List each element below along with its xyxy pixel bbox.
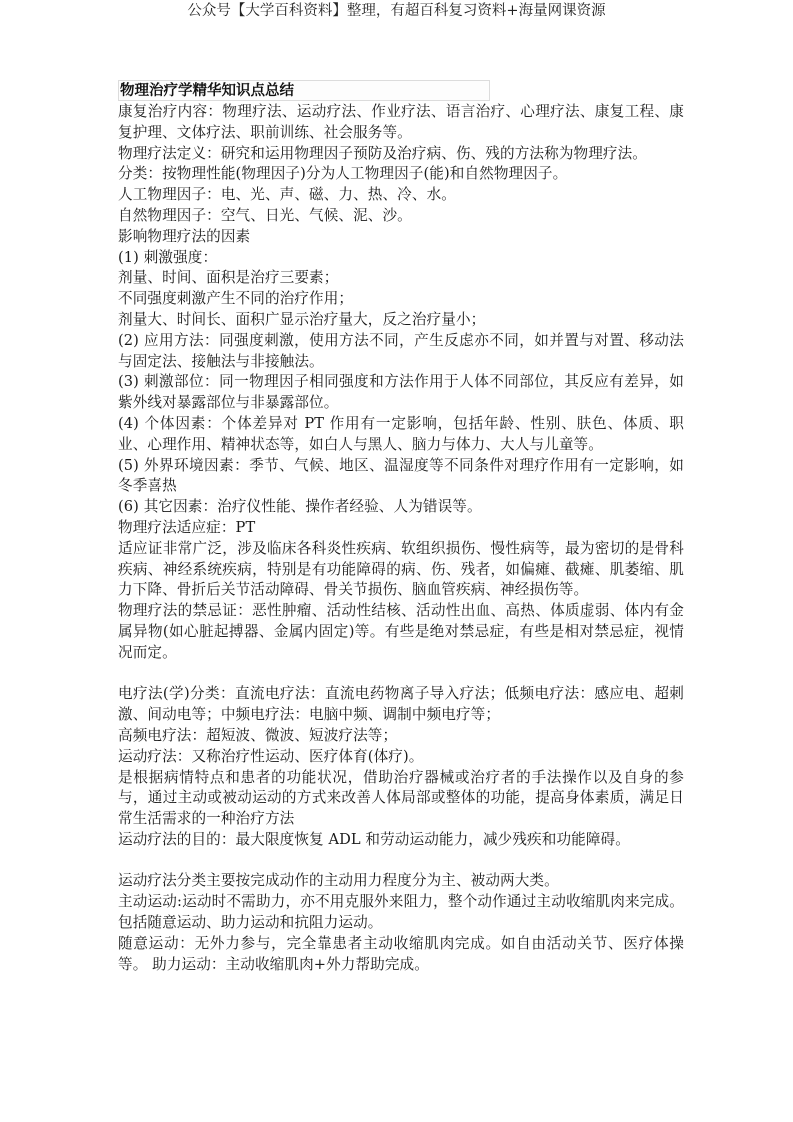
paragraph-factor-4: (4) 个体因素：个体差异对 PT 作用有一定影响，包括年龄、性别、肤色、体质、职业、心理作用、精神状态等，如白人与黑人、脑力与体力、大人与儿童等。 bbox=[118, 414, 684, 453]
paragraph-indications-heading: 物理疗法适应症：PT bbox=[118, 518, 256, 536]
paragraph-kinesitherapy: 运动疗法：又称治疗性运动、医疗体育(体疗)。 bbox=[118, 747, 424, 765]
paragraph-factor-3: (3) 刺激部位：同一物理因子相同强度和方法作用于人体不同部位，其反应有差异，如紫外线对暴露部位与非暴露部位。 bbox=[118, 373, 684, 412]
paragraph-factor-1-c: 剂量大、时间长、面积广显示治疗量大，反之治疗量小； bbox=[118, 310, 486, 328]
document-body bbox=[118, 80, 684, 975]
paragraph-active-movement: 主动运动:运动时不需助力，亦不用克服外来阻力，整个动作通过主动收缩肌肉来完成。包括随意运动、助力运动和抗阻力运动。 bbox=[118, 893, 684, 932]
paragraph-kinesitherapy-purpose: 运动疗法的目的：最大限度恢复 ADL 和劳动运动能力，减少残疾和功能障碍。 bbox=[118, 830, 630, 848]
blank-line bbox=[118, 664, 684, 685]
paragraph-indications: 适应证非常广泛，涉及临床各科炎性疾病、软组织损伤、慢性病等，最为密切的是骨科疾病、神经系统疾病，特别是有功能障碍的病、伤、残者，如偏瘫、截瘫、肌萎缩、肌力下降、骨折后关节活动障碍、骨关节损伤、脑血管疾病、神经损伤等。 bbox=[118, 539, 684, 599]
paragraph-voluntary-movement: 随意运动：无外力参与，完全靠患者主动收缩肌肉完成。如自由活动关节、医疗体操等。 助力运动：主动收缩肌肉+外力帮助完成。 bbox=[118, 934, 684, 973]
paragraph-kinesitherapy-definition: 是根据病情特点和患者的功能状况，借助治疗器械或治疗者的手法操作以及自身的参与，通过主动或被动运动的方式来改善人体局部或整体的功能，提高身体素质，满足日常生活需求的一种治疗方法 bbox=[118, 768, 684, 828]
paragraph-electrotherapy-classification: 电疗法(学)分类：直流电疗法：直流电药物离子导入疗法；低频电疗法：感应电、超刺激、间动电等；中频电疗法：电脑中频、调制中频电疗等； bbox=[118, 685, 684, 724]
paragraph-contraindications: 物理疗法的禁忌证：恶性肿瘤、活动性结核、活动性出血、高热、体质虚弱、体内有金属异物(如心脏起搏器、金属内固定)等。有些是绝对禁忌症，有些是相对禁忌症，视情况而定。 bbox=[118, 602, 684, 661]
paragraph-natural-factors: 自然物理因子：空气、日光、气候、泥、沙。 bbox=[118, 206, 412, 224]
paragraph-artificial-factors: 人工物理因子：电、光、声、磁、力、热、冷、水。 bbox=[118, 186, 456, 204]
paragraph-classification: 分类：按物理性能(物理因子)分为人工物理因子(能)和自然物理因子。 bbox=[118, 165, 568, 183]
paragraph-rehab-content: 康复治疗内容：物理疗法、运动疗法、作业疗法、语言治疗、心理疗法、康复工程、康复护理、文体疗法、职前训练、社会服务等。 bbox=[118, 103, 684, 141]
paragraph-pt-definition: 物理疗法定义：研究和运用物理因子预防及治疗病、伤、残的方法称为物理疗法。 bbox=[118, 144, 647, 162]
paragraph-factor-2: (2) 应用方法：同强度刺激，使用方法不同，产生反虑亦不同，如并置与对置、移动法与固定法、接触法与非接触法。 bbox=[118, 331, 684, 370]
paragraph-factor-1-a: 剂量、时间、面积是治疗三要素； bbox=[118, 269, 339, 287]
document-title: 物理治疗学精华知识点总结 bbox=[118, 80, 490, 101]
paragraph-kinesitherapy-types: 运动疗法分类主要按完成动作的主动用力程度分为主、被动两大类。 bbox=[118, 872, 559, 890]
page-header-banner: 公众号【大学百科资料】整理，有超百科复习资料+海量网课资源 bbox=[187, 3, 606, 19]
section-heading-influencing-factors: 影响物理疗法的因素 bbox=[118, 227, 251, 245]
paragraph-factor-1: (1) 刺激强度： bbox=[118, 248, 218, 266]
paragraph-factor-1-b: 不同强度刺激产生不同的治疗作用； bbox=[118, 290, 354, 308]
blank-line bbox=[118, 851, 684, 872]
paragraph-factor-5: (5) 外界环境因素：季节、气候、地区、温湿度等不同条件对理疗作用有一定影响，如冬季喜热 bbox=[118, 456, 684, 495]
paragraph-factor-6: (6) 其它因素：治疗仪性能、操作者经验、人为错误等。 bbox=[118, 498, 482, 516]
paragraph-high-frequency: 高频电疗法：超短波、微波、短波疗法等； bbox=[118, 726, 398, 744]
